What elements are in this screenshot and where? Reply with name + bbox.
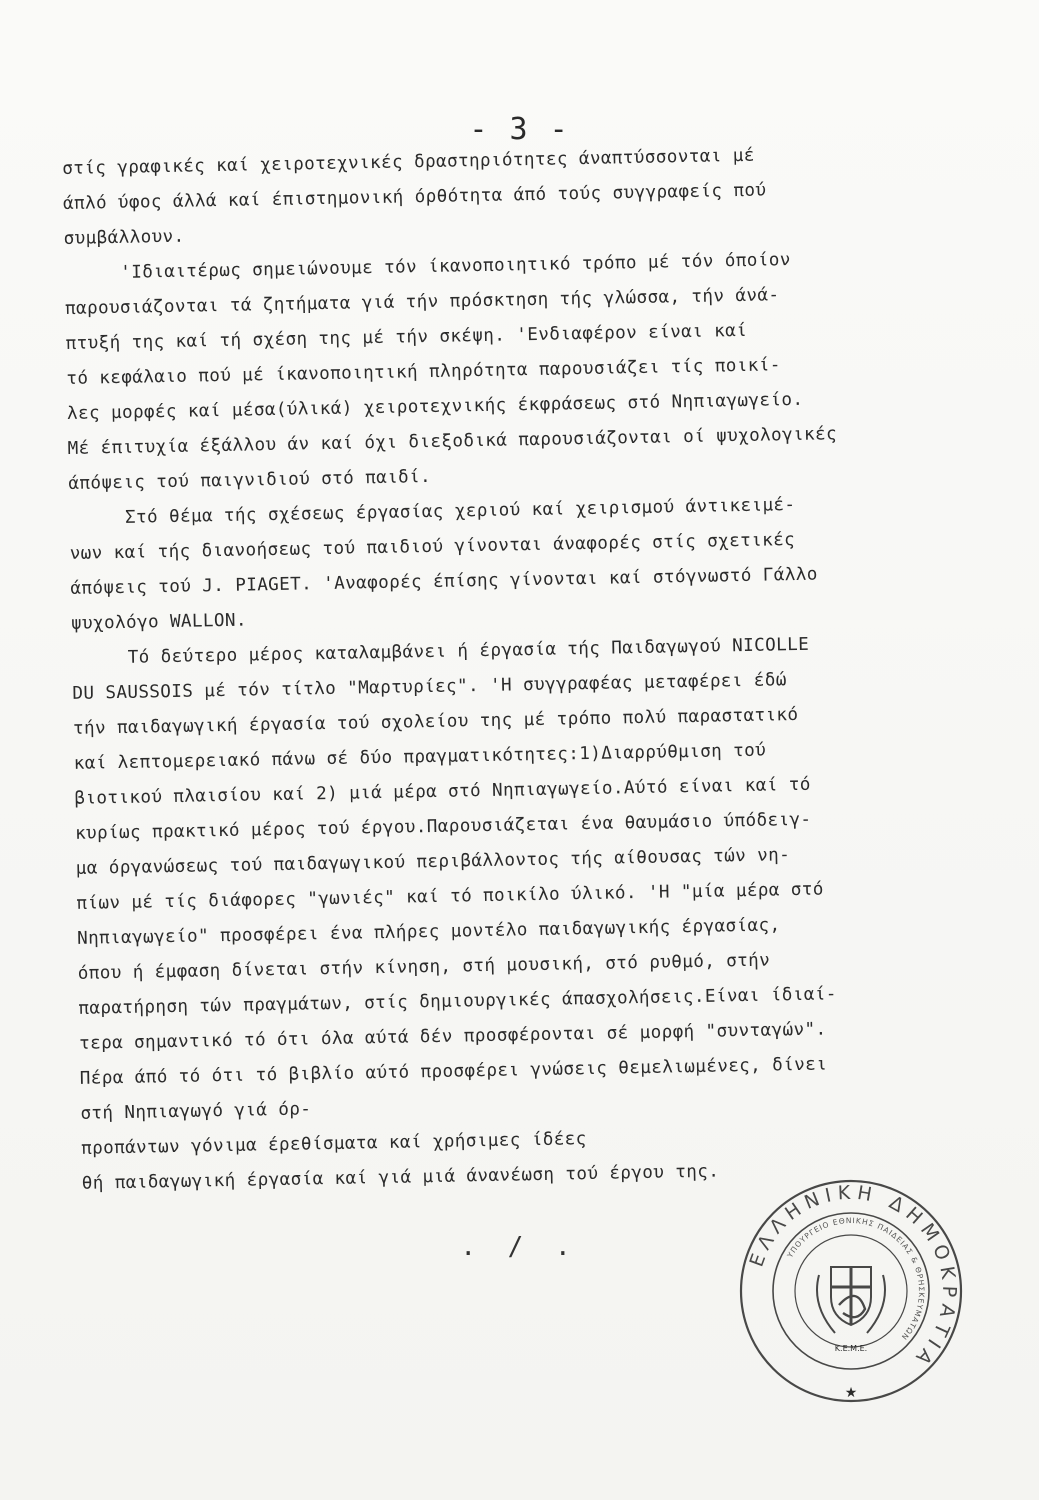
text-line: Στό θέμα τής σχέσεως έργασίας χεριού καί χειρισμού άντικειμέ- <box>124 494 796 528</box>
text-line: θή παιδαγωγική έργασία καί γιά μιά άνανέωση τού έργου της. <box>81 1161 720 1194</box>
text-line: άπόψεις τού παιγνιδιού στό παιδί. <box>68 466 432 494</box>
text-line: κυρίως πρακτικό μέρος τού έργου.Παρουσιάζεται ένα θαυμάσιο ύπόδειγ- <box>74 809 812 844</box>
star-icon: ★ <box>844 1385 858 1401</box>
text-line: παρατήρηση τών πραγμάτων, στίς δημιουργικές άπασχολήσεις.Είναι ίδιαί- <box>78 984 837 1019</box>
text-line: συμβάλλουν. <box>63 226 185 249</box>
text-line: νων καί τής διανοήσεως τού παιδιού γίνονται άναφορές στίς σχετικές <box>69 530 796 564</box>
continuation-mark: . / . <box>460 1232 579 1262</box>
text-line: τήν παιδαγωγική έργασία τού σχολείου της μέ τρόπο πολύ παραστατικό <box>72 704 799 739</box>
seal-bottom-text: Κ.Ε.Μ.Ε. <box>834 1344 868 1353</box>
text-line: DU SAUSSOIS μέ τόν τίτλο "Μαρτυρίες". 'Η συγγραφέας μεταφέρει έδώ <box>72 670 787 704</box>
text-line: τό κεφάλαιο πού μέ ίκανοποιητική πληρότητα παρουσιάζει τίς ποικί- <box>66 355 781 389</box>
text-line: 'Ιδιαιτέρως σημειώνουμε τόν ίκανοποιητικό τρόπο μέ τόν όποίον <box>120 250 791 283</box>
seal-outer-text: ΕΛΛΗΝΙΚΗ ΔΗΜΟΚΡΑΤΙΑ <box>745 1181 961 1373</box>
text-line: όπου ή έμφαση δίνεται στήν κίνηση, στή μουσική, στό ρυθμό, στήν <box>77 950 771 984</box>
text-line: άπόψεις τού J. PIAGET. 'Αναφορές έπίσης γίνονται καί στόγνωστό Γάλλο <box>70 564 818 599</box>
text-line: Πέρα άπό τό ότι τό βιβλίο αύτό προσφέρει γνώσεις θεμελιωμένες, δίνει <box>79 1054 828 1089</box>
text-line: στή Νηπιαγωγό γιά όρ- <box>80 1099 312 1124</box>
text-line: Τό δεύτερο μέρος καταλαμβάνει ή έργασία τής Παιδαγωγού NICOLLE <box>127 634 810 668</box>
text-line: στίς γραφικές καί χειροτεχνικές δραστηριότητες άναπτύσσονται μέ <box>62 145 755 179</box>
text-line: Μέ έπιτυχία έξάλλου άν καί όχι διεξοδικά παρουσιάζονται οί ψυχολογικές <box>67 424 838 459</box>
text-line: ψυχολόγο WALLON. <box>70 610 248 634</box>
text-line: πίων μέ τίς διάφορες "γωνιές" καί τό ποικίλο ύλικό. 'Η "μία μέρα στό <box>76 879 824 914</box>
page-number: - 3 - <box>469 112 570 147</box>
coat-of-arms-icon <box>817 1267 885 1333</box>
text-line: βιοτικού πλαισίου καί 2) μιά μέρα στό Νηπιαγωγείο.Αύτό είναι καί τό <box>74 774 811 809</box>
text-line: τερα σημαντικό τό ότι όλα αύτά δέν προσφέρονται σέ μορφή "συνταγών". <box>78 1019 827 1054</box>
text-line: άπλό ύφος άλλά καί έπιστημονική όρθότητα άπό τούς συγγραφείς πού <box>62 180 767 214</box>
official-seal <box>735 1175 967 1407</box>
text-line: καί λεπτομερειακό πάνω σέ δύο πραγματικότητες:1)Διαρρύθμιση τού <box>73 740 767 774</box>
text-line: παρουσιάζονται τά ζητήματα γιά τήν πρόσκτηση τής γλώσσα, τήν άνά- <box>64 285 780 319</box>
text-line: προπάντων γόνιμα έρεθίσματα καί χρήσιμες ίδέες <box>80 1129 587 1159</box>
seal-inner-text: ΥΠΟΥΡΓΕΙΟ ΕΘΝΙΚΗΣ ΠΑΙΔΕΙΑΣ & ΘΡΗΣΚΕΥΜΑΤΩΝ <box>785 1215 927 1343</box>
text-line: μα όργανώσεως τού παιδαγωγικού περιβάλλοντος τής αίθουσας τών νη- <box>75 845 791 879</box>
text-line: πτυξή της καί τή σχέση της μέ τήν σκέψη. 'Ενδιαφέρον είναι καί <box>65 320 748 354</box>
text-line: λες μορφές καί μέσα(ύλικά) χειροτεχνικής έκφράσεως στό Νηπιαγωγείο. <box>66 389 804 424</box>
text-line: Νηπιαγωγείο" προσφέρει ένα πλήρες μοντέλο παιδαγωγικής έργασίας, <box>76 915 781 949</box>
body-text <box>62 133 1039 1202</box>
